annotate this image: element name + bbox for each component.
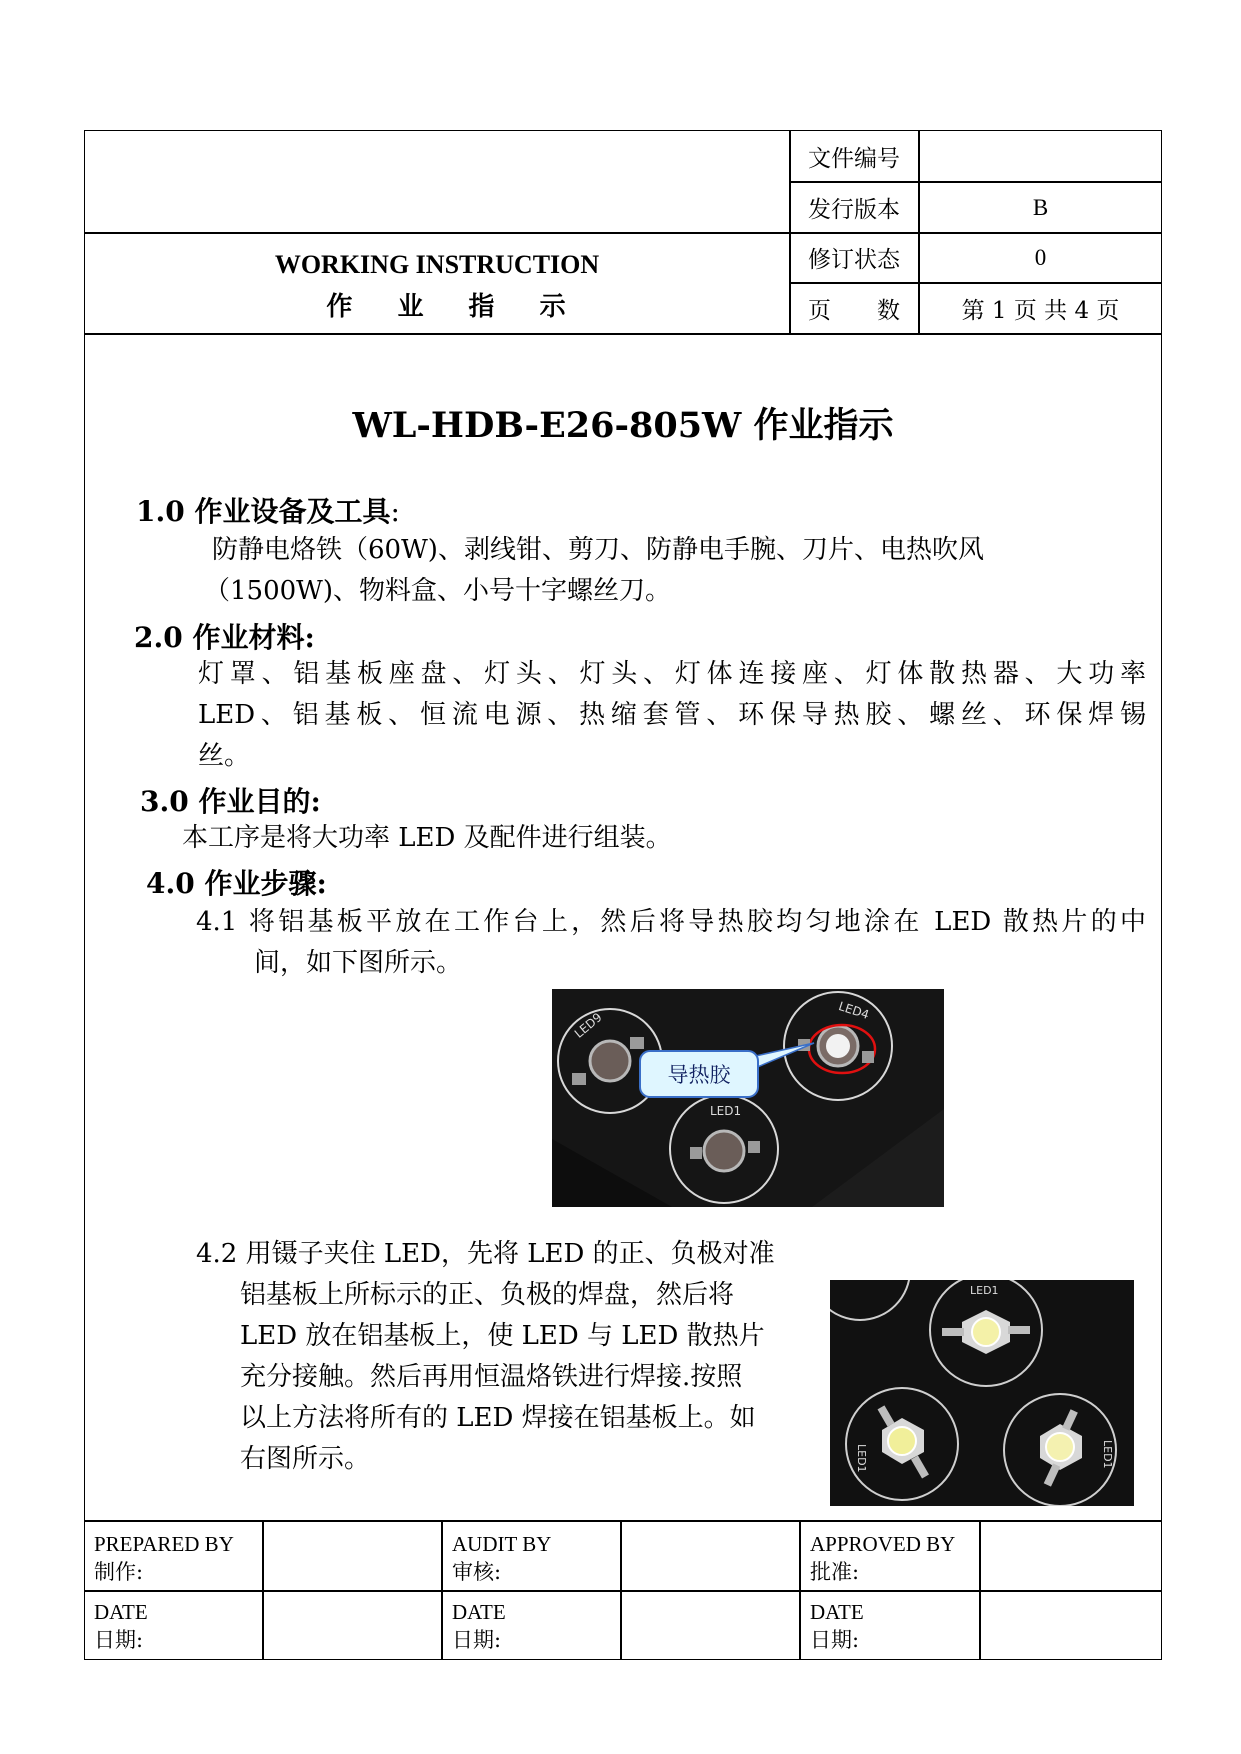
header-title-cn: 作 业 指 示 [326,291,584,322]
header-value-version: B [1032,194,1049,220]
step-4-2-line-1: 4.2 用镊子夹住 LED，先将 LED 的正、负极对准 [196,1239,775,1269]
header-value-revision: 0 [1034,244,1047,270]
step-4-2-line-6: 右图所示。 [240,1444,371,1474]
step-4-1-line-2: 间，如下图所示。 [254,948,463,978]
prepared-by-cell [94,1530,234,1586]
led9-solder-right [630,1037,644,1049]
section-2-heading: 2.0 作业材料: [134,621,315,654]
date-cell-approved [810,1598,864,1654]
date-cell-prepared [94,1598,148,1654]
section-1-heading [136,490,400,530]
led1-pad [704,1131,744,1171]
led9-pad [590,1041,630,1081]
prepared-by-label: PREPARED BY [94,1532,234,1556]
date-label-audit: DATE [452,1600,506,1624]
section-2-line-1: 灯罩、铝基板座盘、灯头、灯头、灯体连接座、灯体散热器、大功率 [198,659,1146,689]
led-left-label: LED1 [855,1444,868,1473]
soldered-led-photo [830,1280,1134,1506]
section-1-line-1: 防静电烙铁（60W)、剥线钳、剪刀、防静电手腕、刀片、电热吹风 [212,535,984,565]
section-1-line-2: （1500W)、物料盒、小号十字螺丝刀。 [204,576,672,606]
led-right-label: LED1 [1101,1440,1114,1469]
led-top-lens [972,1318,1000,1346]
led-top-lead-right [1008,1326,1030,1334]
step-4-2-line-5: 以上方法将所有的 LED 焊接在铝基板上。如 [240,1403,756,1433]
approved-by-cell [810,1530,955,1586]
date-label-approved-cn: 日期: [810,1628,860,1652]
section-1-heading-colon: : [390,495,400,528]
led1-solder-left [690,1147,702,1159]
section-3-heading: 3.0 作业目的: [140,785,321,818]
section-4-heading: 4.0 作业步骤: [146,867,327,900]
led9-label: LED9 [571,1010,605,1041]
header-label-pages: 页 数 [808,298,900,324]
led1-solder-right [748,1141,760,1153]
header-label-revision: 修订状态 [808,247,900,273]
step-4-2-line-3: LED 放在铝基板上，使 LED 与 LED 散热片 [240,1321,765,1351]
led-right-lens [1046,1433,1074,1461]
thermal-grease-photo [552,989,944,1207]
step-4-1-line-1: 4.1 将铝基板平放在工作台上，然后将导热胶均匀地涂在 LED 散热片的中 [196,907,1146,937]
led1-label: LED1 [710,1104,742,1118]
led9-solder-left [572,1073,586,1085]
audit-by-cell [452,1530,551,1586]
date-label-prepared: DATE [94,1600,148,1624]
header-label-version: 发行版本 [808,197,900,223]
thermal-grease-dot [826,1034,850,1058]
section-1-heading-text: 1.0 作业设备及工具 [136,495,391,528]
header-value-file-number [919,132,1162,181]
audit-by-label: AUDIT BY [452,1532,552,1556]
step-4-2-line-4: 充分接触。然后再用恒温烙铁进行焊接.按照 [240,1362,743,1392]
section-2-line-3: 丝。 [198,741,251,771]
header-label-file-number: 文件编号 [808,146,900,172]
led-left-lens [888,1427,916,1455]
header-title-en: WORKING INSTRUCTION [274,250,600,279]
prepared-by-label-cn: 制作: [94,1560,144,1584]
date-label-prepared-cn: 日期: [94,1628,144,1652]
step-4-2-line-2: 铝基板上所标示的正、负极的焊盘，然后将 [240,1280,735,1310]
date-label-audit-cn: 日期: [452,1628,502,1652]
audit-by-label-cn: 审核: [452,1560,502,1584]
document-title: WL-HDB-E26-805W 作业指示 [352,405,894,446]
date-label-approved: DATE [810,1600,864,1624]
led-top-lead-left [942,1328,964,1336]
section-3-line-1: 本工序是将大功率 LED 及配件进行组装。 [182,823,672,853]
led4-solder-right [862,1051,874,1063]
header-value-pages: 第 1 页 共 4 页 [961,298,1120,324]
section-2-line-2: LED、铝基板、恒流电源、热缩套管、环保导热胶、螺丝、环保焊锡 [198,700,1146,730]
date-cell-audit [452,1598,506,1654]
led-top-label: LED1 [970,1284,999,1297]
approved-by-label: APPROVED BY [810,1532,956,1556]
approved-by-label-cn: 批准: [810,1560,860,1584]
callout-text: 导热胶 [667,1063,731,1087]
led4-label: LED4 [836,999,871,1023]
